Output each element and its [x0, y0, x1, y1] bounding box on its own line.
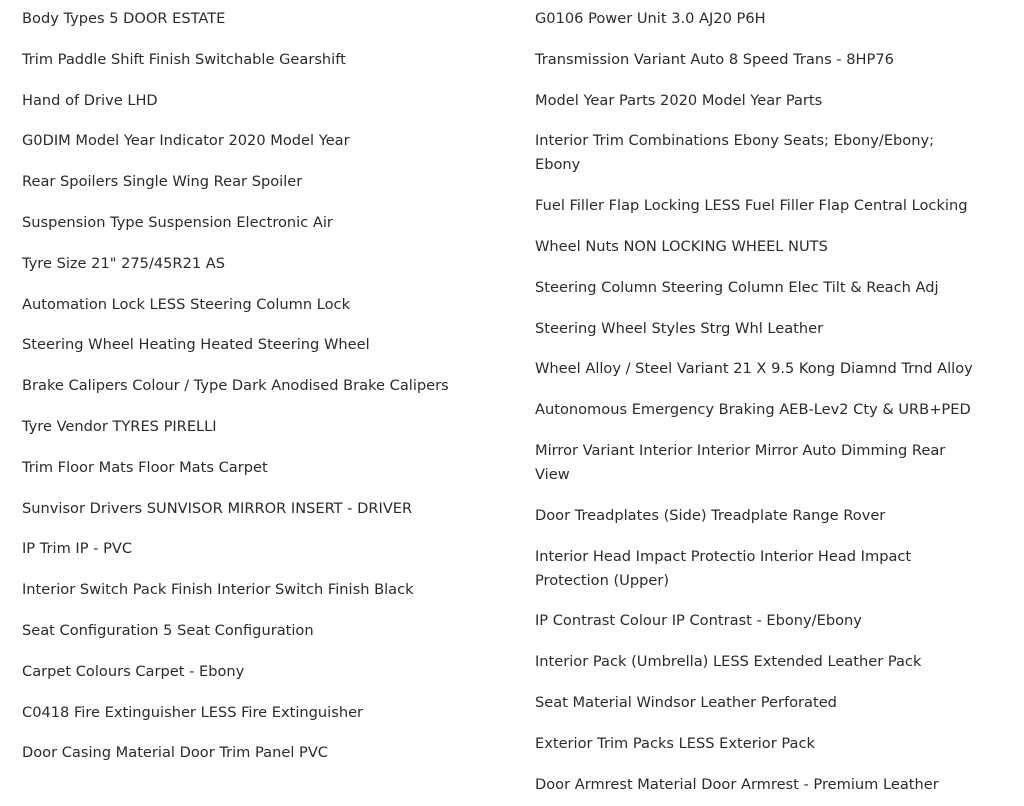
spec-item: Door Casing Material Door Trim Panel PVC	[22, 744, 328, 762]
spec-item: Fuel Filler Flap Locking LESS Fuel Filler Flap Central Locking	[535, 197, 968, 215]
spec-item: Interior Pack (Umbrella) LESS Extended Leather Pack	[535, 653, 922, 671]
spec-item: Body Types 5 DOOR ESTATE	[22, 10, 226, 27]
spec-item: Autonomous Emergency Braking AEB-Lev2 Cty & URB+PED	[535, 401, 971, 419]
spec-item: Steering Wheel Styles Strg Whl Leather	[535, 319, 824, 337]
spec-list-right	[535, 0, 980, 806]
spec-item: Model Year Parts 2020 Model Year Parts	[535, 91, 823, 109]
spec-item: Brake Calipers Colour / Type Dark Anodised Brake Calipers	[22, 377, 449, 395]
spec-item: Door Treadplates (Side) Treadplate Range Rover	[535, 506, 886, 524]
spec-item: Suspension Type Suspension Electronic Air	[22, 213, 333, 231]
spec-item: Automation Lock LESS Steering Column Lock	[22, 295, 351, 313]
spec-list-left	[22, 0, 535, 775]
spec-item: Mirror Variant Interior Interior Mirror Auto Dimming Rear View	[535, 441, 946, 483]
spec-item: Interior Switch Pack Finish Interior Switch Finish Black	[22, 581, 414, 599]
spec-item: IP Contrast Colour IP Contrast - Ebony/Ebony	[535, 612, 862, 630]
spec-item: Tyre Vendor TYRES PIRELLI	[22, 417, 217, 435]
spec-item: Carpet Colours Carpet - Ebony	[22, 662, 245, 680]
spec-item: G0106 Power Unit 3.0 AJ20 P6H	[535, 10, 766, 27]
spec-item: Transmission Variant Auto 8 Speed Trans - 8HP76	[535, 50, 894, 68]
spec-item: Rear Spoilers Single Wing Rear Spoiler	[22, 173, 303, 191]
spec-item: C0418 Fire Extinguisher LESS Fire Extinguisher	[22, 703, 364, 721]
spec-item: Interior Trim Combinations Ebony Seats; Ebony/Ebony; Ebony	[535, 132, 935, 174]
spec-item: G0DIM Model Year Indicator 2020 Model Year	[22, 132, 350, 150]
spec-column-right	[535, 0, 980, 793]
spec-item: IP Trim IP - PVC	[22, 540, 133, 558]
spec-item: Trim Paddle Shift Finish Switchable Gearshift	[22, 50, 346, 68]
spec-item: Wheel Alloy / Steel Variant 21 X 9.5 Kong Diamnd Trnd Alloy	[535, 360, 973, 378]
spec-column-left	[22, 0, 535, 768]
spec-item: Door Armrest Material Door Armrest - Premium Leather	[535, 775, 939, 793]
spec-item: Interior Head Impact Protectio Interior Head Impact Protection (Upper)	[535, 547, 912, 589]
spec-item: Steering Column Steering Column Elec Tilt & Reach Adj	[535, 278, 939, 296]
spec-item: Steering Wheel Heating Heated Steering Wheel	[22, 336, 370, 354]
spec-item: Seat Configuration 5 Seat Configuration	[22, 621, 314, 639]
vehicle-specification-list	[22, 0, 1012, 793]
spec-item: Tyre Size 21" 275/45R21 AS	[22, 254, 226, 272]
spec-item: Seat Material Windsor Leather Perforated	[535, 693, 837, 711]
spec-item: Hand of Drive LHD	[22, 91, 158, 109]
spec-item: Exterior Trim Packs LESS Exterior Pack	[535, 734, 815, 752]
spec-item: Trim Floor Mats Floor Mats Carpet	[22, 458, 268, 476]
spec-item: Wheel Nuts NON LOCKING WHEEL NUTS	[535, 237, 828, 255]
spec-item: Sunvisor Drivers SUNVISOR MIRROR INSERT - DRIVER	[22, 499, 413, 517]
